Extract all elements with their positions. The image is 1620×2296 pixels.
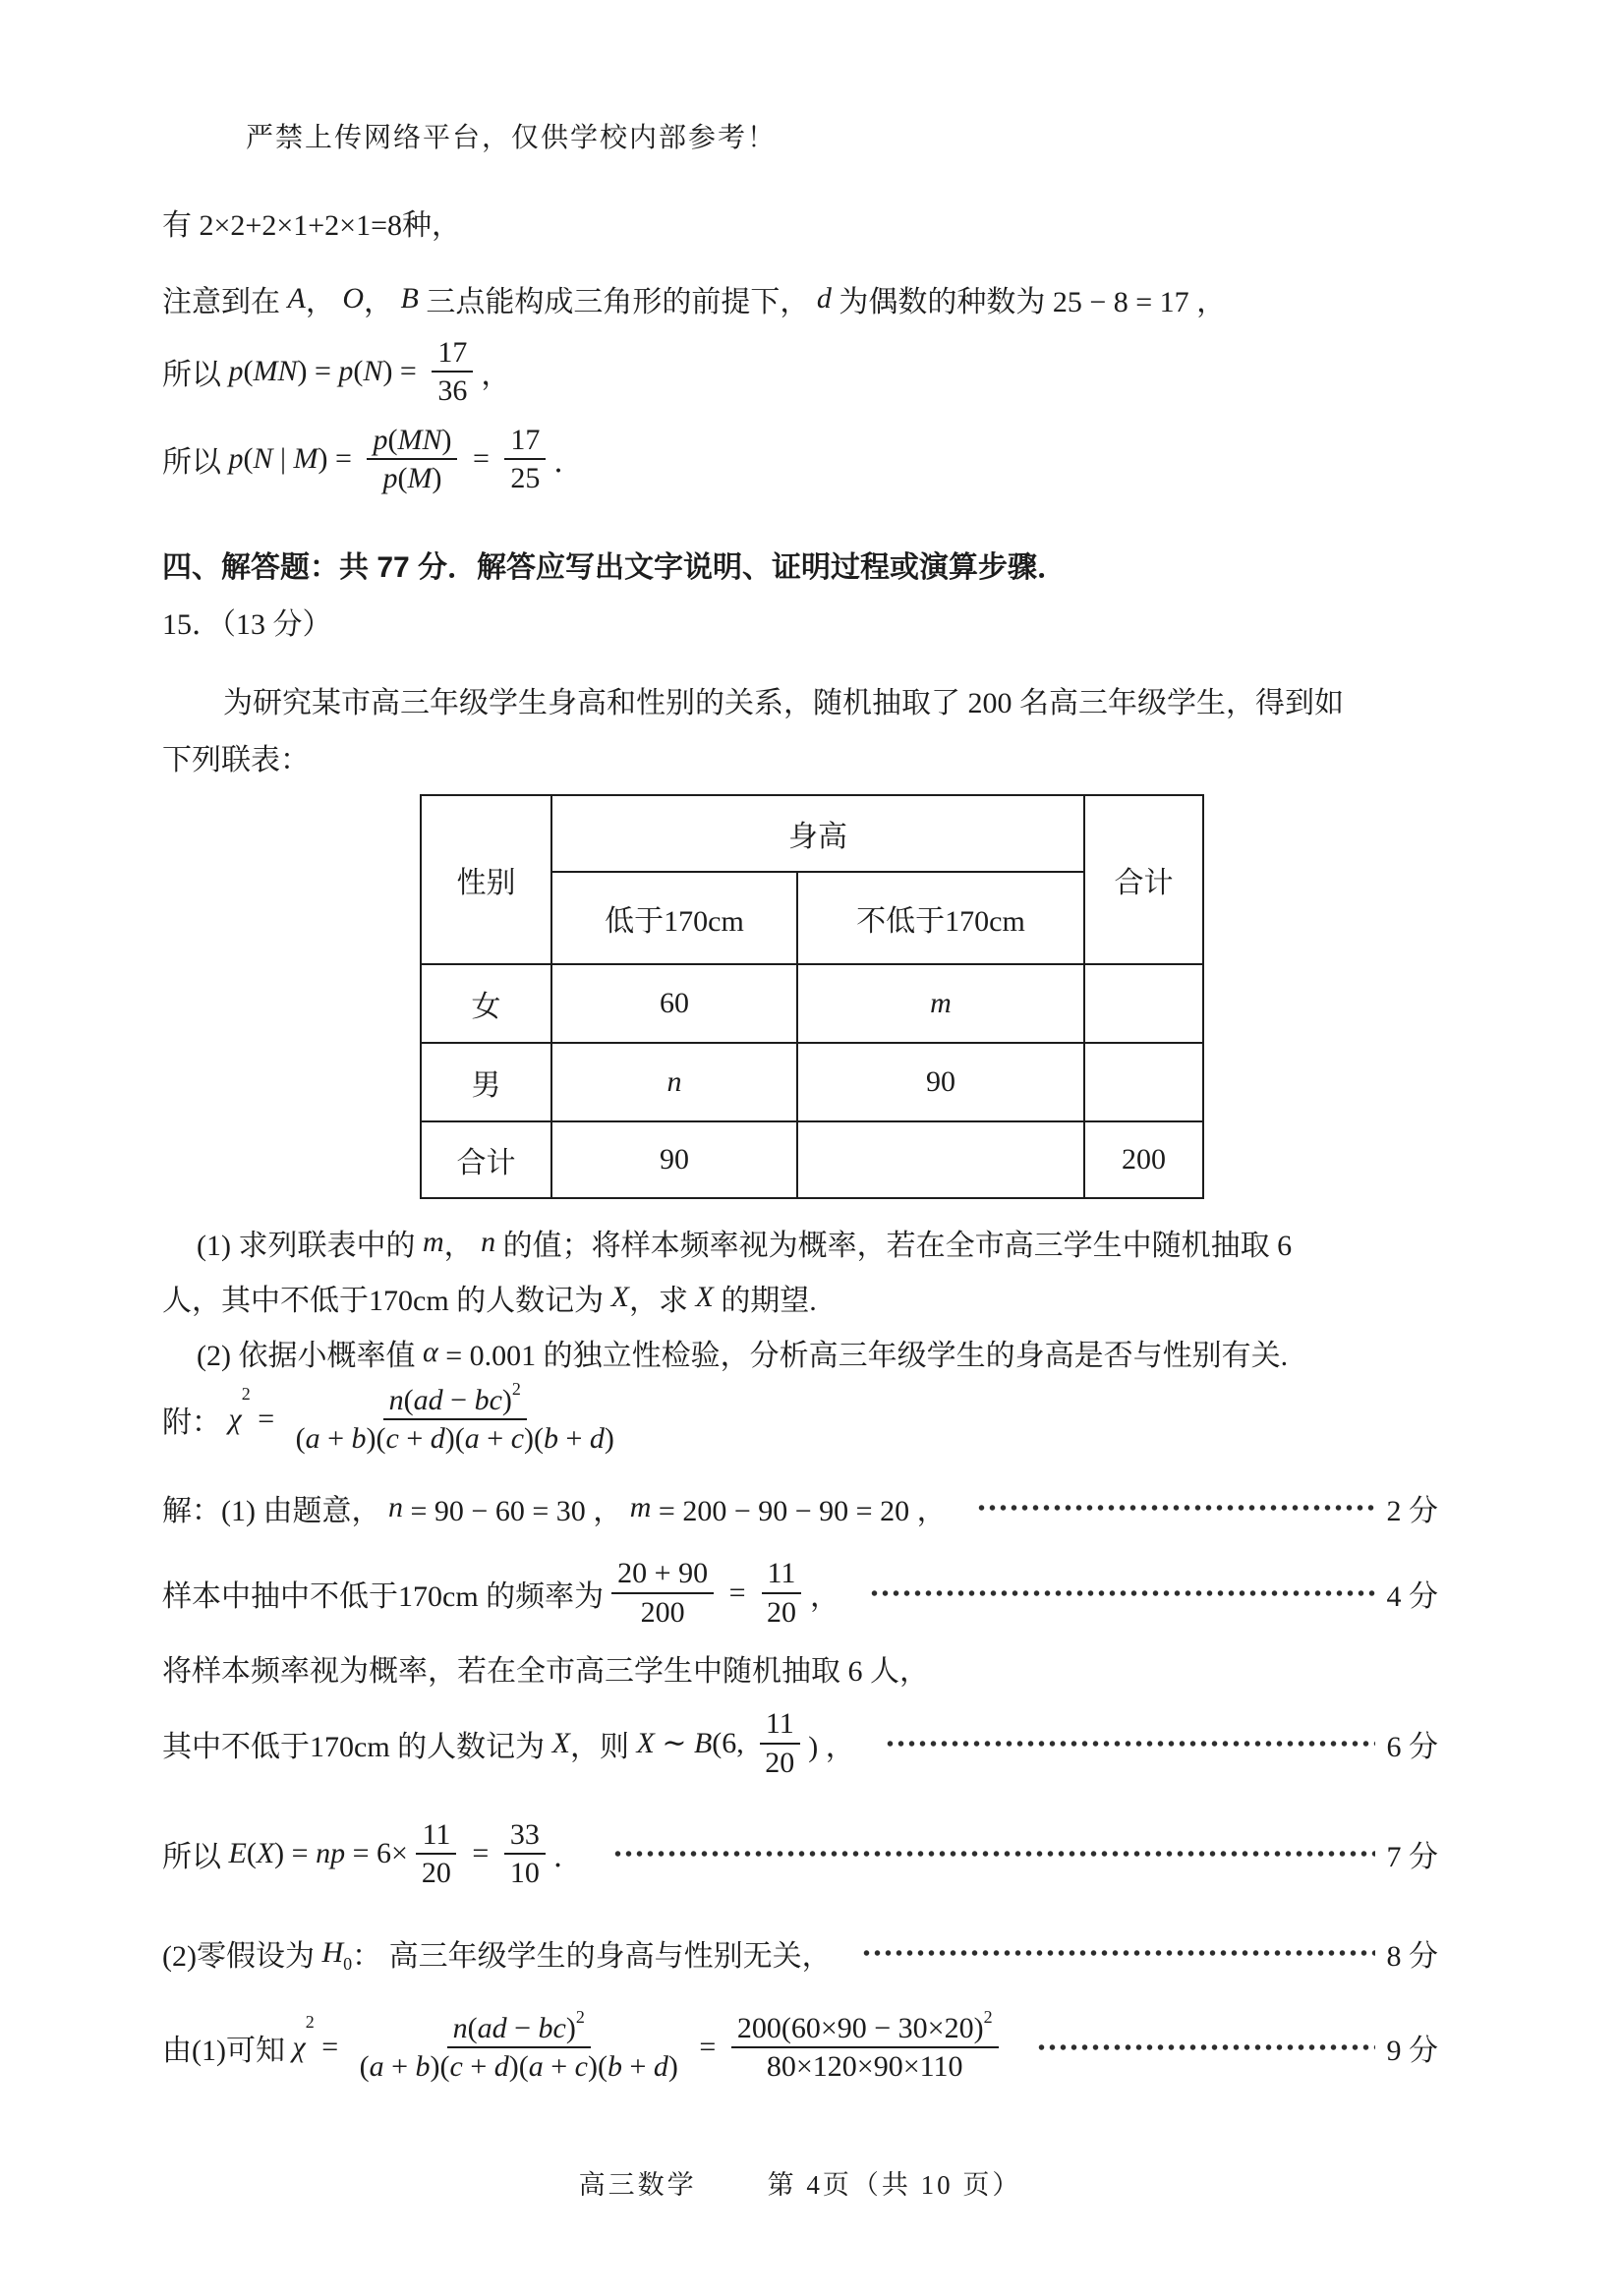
text-segment: (	[295, 1421, 306, 1455]
text-segment: (	[353, 355, 364, 388]
text-segment: ，	[364, 286, 401, 318]
text-segment: 20 + 90	[617, 1557, 709, 1590]
text-segment: ，	[481, 359, 511, 392]
calc-line-combinations	[162, 201, 1438, 244]
text-segment: 为偶数的种数为 25 − 8 = 17 ，	[831, 286, 1227, 318]
table-cell-totalrow-atleast	[797, 1121, 1084, 1198]
sub-text: 0	[343, 1953, 353, 1974]
text-segment: )(	[366, 1421, 386, 1455]
math-segment: X	[695, 1280, 714, 1313]
text-segment: )(	[524, 1421, 544, 1455]
text-segment: ) ，	[808, 1730, 855, 1763]
text-segment: 人，其中不低于170cm 的人数记为	[162, 1284, 611, 1317]
score-label: 8 分	[1386, 1939, 1438, 1973]
fraction	[611, 1555, 714, 1631]
text-segment: )(	[430, 2050, 450, 2084]
table-cell-male-total	[1084, 1043, 1203, 1121]
fraction	[731, 2006, 999, 2086]
text-segment: 三点能构成三角形的前提下，	[418, 286, 817, 318]
math-segment: c	[574, 2050, 588, 2084]
table-cell-totalrow-total: 200	[1084, 1121, 1203, 1198]
math-segment: N	[253, 442, 273, 476]
math-segment: d	[589, 1421, 605, 1455]
table-cell-male-label: 男	[421, 1043, 551, 1121]
text-segment: 17	[510, 423, 541, 456]
text-segment: = 90 − 60 = 30 ，	[402, 1495, 630, 1528]
text-segment: ) =	[274, 1837, 317, 1870]
text-segment: 20	[421, 1857, 451, 1890]
text-segment: ) =	[318, 442, 360, 476]
math-segment: bc	[474, 1383, 502, 1416]
text-segment: 的期望.	[713, 1284, 817, 1317]
text-segment: +	[558, 1421, 590, 1455]
footer-page-number: 第 4页（共 10 页）	[767, 2170, 1022, 2201]
table-cell-gender-header: 性别	[421, 795, 551, 964]
text-segment: ∼	[654, 1727, 694, 1760]
contingency-table	[420, 794, 1204, 1199]
solution-step-content	[162, 1931, 832, 1975]
text-segment: 样本中抽中不低于170cm 的频率为	[162, 1579, 605, 1613]
math-segment: p	[338, 355, 354, 388]
math-segment: bc	[538, 2011, 566, 2044]
section-4-heading: 四、解答题：共 77 分．解答应写出文字说明、证明过程或演算步骤．	[162, 550, 1068, 584]
text-segment: 200	[640, 1595, 685, 1629]
solution-step-2pts	[162, 1486, 1438, 1529]
text-segment: +	[398, 1421, 431, 1455]
solution-step-6pts	[162, 1705, 1438, 1781]
text-segment: 所以	[162, 1841, 229, 1874]
dotted-leader	[885, 1740, 1375, 1748]
table-cell-female-atleast: m	[797, 964, 1084, 1043]
chi-square-formula-note	[162, 1378, 1438, 1458]
text-segment: 17	[437, 336, 468, 369]
fraction	[432, 334, 473, 410]
sup-text: 2	[305, 2011, 315, 2032]
text-segment: (	[387, 423, 398, 456]
math-segment: ad	[477, 2011, 507, 2044]
math-segment: b	[544, 1421, 558, 1455]
math-segment: c	[510, 1421, 525, 1455]
text-segment: (	[359, 2050, 370, 2084]
math-segment: b	[415, 2050, 431, 2084]
math-segment: M	[407, 462, 433, 495]
math-segment: X	[551, 1726, 570, 1759]
dotted-leader	[869, 1589, 1375, 1597]
dotted-leader	[976, 1504, 1375, 1512]
text-segment: )	[667, 2050, 678, 2084]
text-segment: (	[403, 1383, 414, 1416]
question-15-label: 15．（13 分）	[162, 607, 332, 641]
question-15-intro-line-1: 为研究某市高三年级学生身高和性别的关系，随机抽取了 200 名高三年级学生，得到如	[223, 686, 1344, 719]
math-segment: d	[653, 2050, 668, 2084]
text-segment: =	[314, 2031, 346, 2064]
text-segment: =	[250, 1402, 282, 1435]
text-segment: 80×120×90×110	[766, 2050, 963, 2084]
math-segment: N	[363, 355, 383, 388]
text-segment: 解：(1) 由题意，	[162, 1495, 388, 1528]
dotted-leader	[1036, 2043, 1375, 2051]
text-segment: 20	[767, 1595, 796, 1629]
text-segment: +	[383, 2050, 416, 2084]
text-segment: 11	[422, 1817, 451, 1851]
dotted-leader	[861, 1949, 1375, 1957]
text-segment: )	[501, 1383, 512, 1416]
text-segment: )(	[444, 1421, 465, 1455]
table-cell-below-170-header: 低于170cm	[551, 872, 797, 964]
fraction	[290, 1378, 620, 1458]
text-segment: (1) 求列联表中的	[197, 1229, 423, 1262]
text-segment: = 200 − 90 − 90 = 20 ，	[651, 1495, 947, 1528]
text-segment: (	[243, 355, 254, 388]
text-segment: +	[462, 2050, 494, 2084]
text-segment: =	[464, 1837, 496, 1870]
text-segment: )(	[588, 2050, 608, 2084]
score-label: 4 分	[1386, 1579, 1438, 1613]
fraction	[761, 1555, 802, 1631]
fraction	[504, 1816, 546, 1892]
text-segment: 种，	[402, 209, 462, 242]
table-cell-male-atleast: 90	[797, 1043, 1084, 1121]
text-segment: =	[465, 442, 497, 476]
table-cell-female-total	[1084, 964, 1203, 1043]
math-segment: n	[481, 1225, 496, 1258]
text-segment: (2) 依据小概率值	[197, 1339, 423, 1372]
math-segment: E	[228, 1837, 247, 1870]
math-segment: n	[387, 1491, 403, 1524]
score-label: 9 分	[1386, 2035, 1438, 2068]
text-segment: ，求	[628, 1284, 696, 1317]
text-segment: −	[506, 2011, 539, 2044]
math-segment: d	[493, 2050, 509, 2084]
text-segment: 由(1)可知	[162, 2035, 293, 2068]
math-segment: H	[321, 1935, 344, 1969]
score-label: 7 分	[1386, 1841, 1438, 1874]
text-segment: 36	[437, 374, 468, 408]
math-segment: a	[528, 2050, 544, 2084]
math-segment: d	[430, 1421, 445, 1455]
fraction	[367, 422, 457, 497]
text-segment: ，则	[569, 1730, 637, 1763]
page-footer	[162, 2163, 1438, 2202]
text-segment: 20	[765, 1746, 795, 1779]
text-segment: 所以	[162, 359, 229, 392]
solution-step-content	[162, 1555, 839, 1631]
math-segment: χ	[292, 2031, 306, 2064]
dotted-leader	[612, 1850, 1375, 1858]
text-segment: (	[397, 462, 408, 495]
text-segment: 33	[509, 1817, 540, 1851]
fraction	[759, 1705, 800, 1781]
text-segment: (6,	[712, 1726, 752, 1759]
table-cell-totalrow-label: 合计	[421, 1121, 551, 1198]
text-segment: (	[467, 2011, 478, 2044]
solution-step-content	[162, 1486, 947, 1529]
table-cell-male-below: n	[551, 1043, 797, 1121]
math-segment: p	[228, 442, 244, 476]
text-segment: (2)零假设为	[162, 1939, 322, 1973]
text-segment: ) =	[382, 355, 425, 388]
text-segment: 11	[767, 1557, 796, 1590]
text-segment: ，	[443, 1229, 482, 1262]
fraction	[416, 1816, 457, 1892]
text-segment: +	[543, 2050, 575, 2084]
text-segment: −	[442, 1383, 475, 1416]
math-segment: n	[452, 2011, 468, 2044]
math-segment: B	[693, 1726, 713, 1759]
math-segment: M	[293, 442, 318, 476]
table-cell-female-label: 女	[421, 964, 551, 1043]
question-15-intro-line-2: 下列联表：	[162, 743, 310, 776]
math-segment: χ	[228, 1402, 242, 1435]
solution-step-8pts	[162, 1931, 1438, 1975]
text-segment: 所以	[162, 446, 229, 480]
math-segment: p	[373, 423, 388, 456]
text-segment: )	[441, 423, 452, 456]
sup-text: 2	[983, 2006, 993, 2027]
text-segment: = 0.001 的独立性检验，分析高三年级学生的身高是否与性别有关.	[437, 1339, 1289, 1372]
question-15-part-1-line-1	[197, 1221, 1438, 1264]
text-segment: = 6×	[345, 1837, 408, 1870]
text-segment: )	[565, 2011, 576, 2044]
math-segment: ad	[413, 1383, 443, 1416]
solution-step-content	[162, 1705, 855, 1781]
math-segment: c	[449, 2050, 463, 2084]
math-segment: b	[607, 2050, 622, 2084]
score-label: 2 分	[1386, 1495, 1438, 1528]
text-segment: 附：	[162, 1406, 229, 1439]
text-segment: +	[319, 1421, 352, 1455]
math-segment: c	[385, 1421, 399, 1455]
math-segment: MN	[253, 355, 298, 388]
math-segment: n	[388, 1383, 404, 1416]
math-segment: m	[422, 1225, 444, 1258]
text-segment: ，	[305, 286, 343, 318]
text-segment: +	[621, 2050, 654, 2084]
math-segment: X	[636, 1726, 655, 1759]
math-segment: a	[464, 1421, 480, 1455]
sup-text: 2	[511, 1378, 521, 1399]
text-segment: 10	[509, 1857, 540, 1890]
text-segment: )(	[508, 2050, 529, 2084]
text-segment: +	[479, 1421, 511, 1455]
math-segment: B	[400, 282, 419, 315]
text-segment: =	[722, 1576, 753, 1609]
page-content	[0, 116, 1620, 2202]
math-segment: A	[287, 282, 306, 315]
fraction	[354, 2006, 684, 2086]
question-15-part-1-line-2	[162, 1276, 1438, 1319]
math-segment: m	[629, 1491, 652, 1524]
math-segment: p	[228, 355, 244, 388]
solution-step-no-score	[162, 1646, 1438, 1690]
text-segment: ，	[810, 1579, 839, 1613]
question-15-part-2	[197, 1331, 1438, 1374]
math-segment: p	[382, 462, 398, 495]
text-segment: ．	[552, 1841, 583, 1874]
text-segment: (	[243, 442, 254, 476]
text-segment: 有 2×2+2×1+2×1=8	[162, 209, 403, 242]
solution-step-content	[162, 1816, 583, 1892]
math-segment: a	[305, 1421, 320, 1455]
text-segment: )	[432, 462, 442, 495]
text-segment: 将样本频率视为概率，若在全市高三学生中随机抽取 6 人，	[162, 1655, 929, 1689]
text-segment: ： 高三年级学生的身高与性别无关，	[352, 1939, 832, 1973]
calc-line-triangle-note	[162, 277, 1438, 320]
text-segment: =	[691, 2031, 723, 2064]
math-segment: np	[316, 1837, 346, 1870]
text-segment: 11	[765, 1707, 794, 1741]
text-segment: 注意到在	[162, 286, 288, 318]
solution-step-9pts	[162, 2006, 1438, 2086]
solution-step-content	[162, 2006, 1007, 2086]
math-segment: d	[816, 282, 832, 315]
text-segment: ．	[553, 446, 584, 480]
text-segment: ) =	[297, 355, 339, 388]
text-segment: )	[604, 1421, 614, 1455]
table-cell-atleast-170-header: 不低于170cm	[797, 872, 1084, 964]
solution-step-4pts	[162, 1555, 1438, 1631]
math-segment: b	[351, 1421, 367, 1455]
sup-text: 2	[241, 1383, 251, 1404]
sup-text: 2	[575, 2006, 585, 2027]
calc-line-conditional-probability	[162, 422, 1438, 497]
text-segment: 25	[510, 462, 541, 495]
math-segment: X	[610, 1280, 629, 1313]
copyright-notice: 严禁上传网络平台，仅供学校内部参考！	[246, 123, 778, 153]
math-segment: α	[422, 1335, 438, 1368]
footer-course-name: 高三数学	[578, 2170, 697, 2201]
math-segment: a	[369, 2050, 384, 2084]
math-segment: O	[342, 282, 364, 315]
text-segment: (	[246, 1837, 257, 1870]
text-segment: 其中不低于170cm 的人数记为	[162, 1730, 552, 1763]
math-segment: X	[256, 1837, 275, 1870]
fraction	[504, 422, 546, 497]
text-segment: 的值；将样本频率视为概率，若在全市高三学生中随机抽取 6	[495, 1229, 1293, 1262]
math-segment: MN	[397, 423, 442, 456]
text-segment: |	[272, 442, 294, 476]
score-label: 6 分	[1386, 1730, 1438, 1763]
table-cell-height-header: 身高	[551, 795, 1084, 872]
calc-line-p-mn	[162, 334, 1438, 410]
table-cell-total-header: 合计	[1084, 795, 1203, 964]
solution-step-7pts	[162, 1816, 1438, 1892]
text-segment: 200(60×90 − 30×20)	[736, 2011, 984, 2044]
table-cell-female-below: 60	[551, 964, 797, 1043]
table-cell-totalrow-below: 90	[551, 1121, 797, 1198]
